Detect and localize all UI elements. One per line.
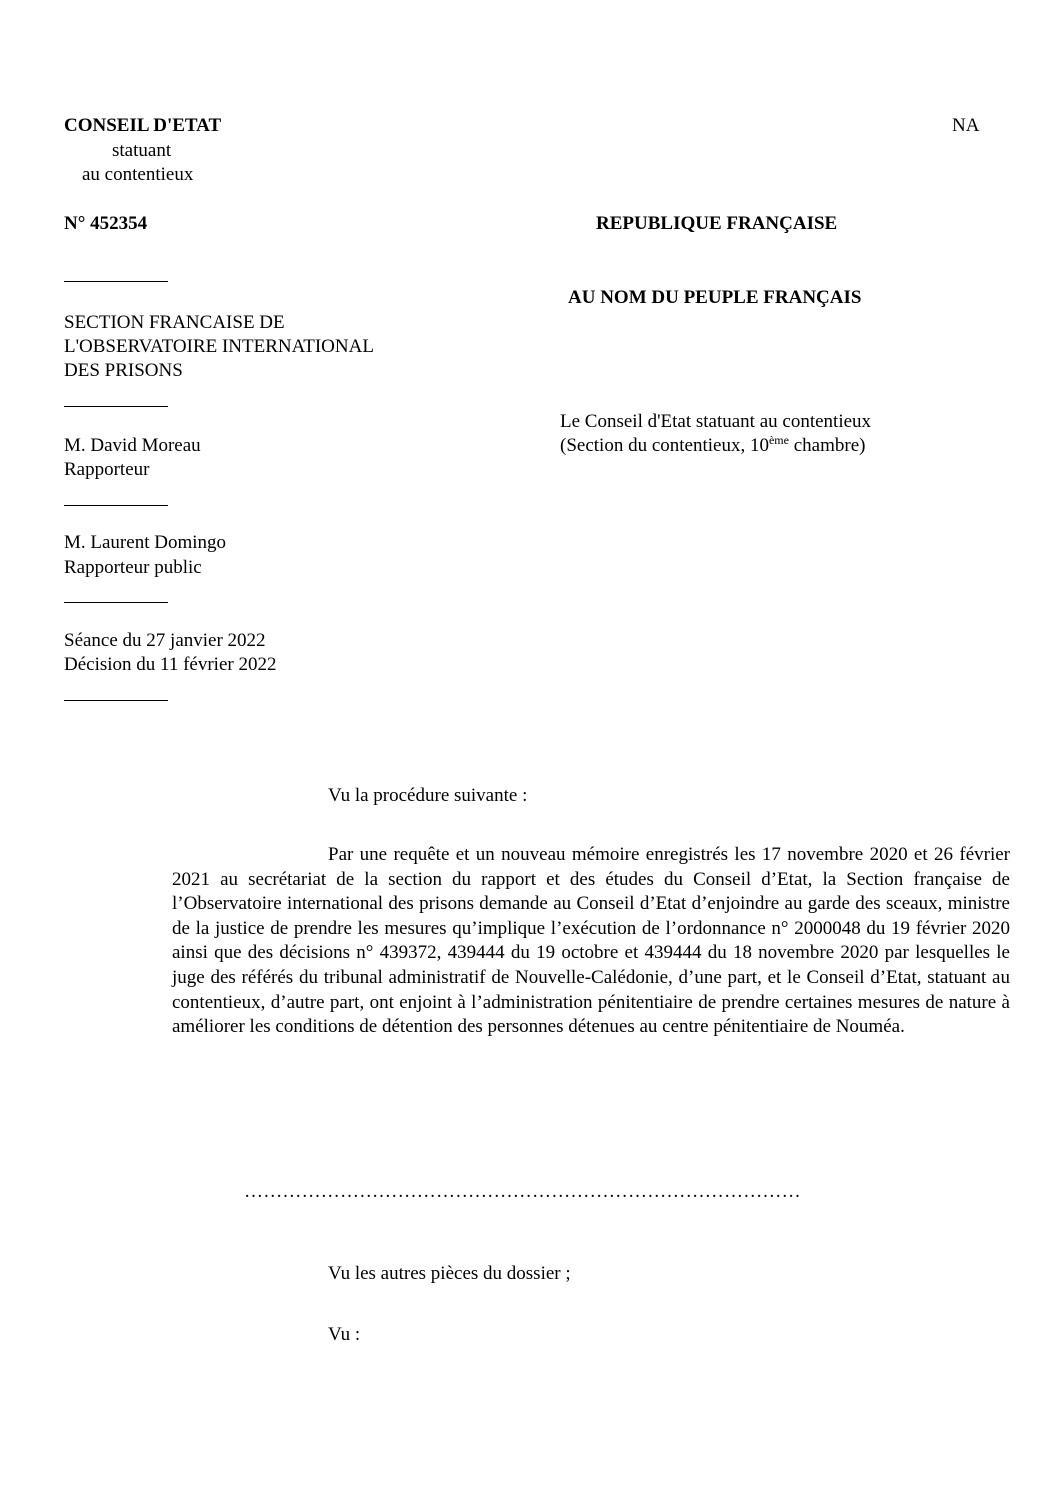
court-subtitle-contentieux: au contentieux [82,164,194,185]
separator-rule [64,406,168,407]
formation-line-2-suffix: chambre) [788,435,866,456]
republic-heading: REPUBLIQUE FRANÇAISE [596,213,838,234]
separator-rule [64,281,168,282]
procedure-heading: Vu la procédure suivante : [328,785,528,806]
separator-rule [64,602,168,603]
party-line-1: SECTION FRANCAISE DE [64,312,285,333]
formation-line-2-sup: ème [768,433,789,447]
court-subtitle-statuant: statuant [112,140,172,161]
rapporteur-name: M. David Moreau [64,435,201,456]
formation-line-2 [560,434,865,458]
case-number: N° 452354 [64,213,148,234]
formation-line-2-prefix: (Section du contentieux, 10 [560,435,769,456]
public-rapporteur-name: M. Laurent Domingo [64,532,227,553]
document-marker: NA [952,115,980,136]
public-rapporteur-role: Rapporteur public [64,557,202,578]
vu-line: Vu : [328,1324,361,1345]
people-heading: AU NOM DU PEUPLE FRANÇAIS [568,287,862,308]
formation-line-1: Le Conseil d'Etat statuant au contentieux [560,411,872,432]
separator-rule [64,700,168,701]
seance-date: Séance du 27 janvier 2022 [64,630,266,651]
party-line-2: L'OBSERVATOIRE INTERNATIONAL [64,336,374,357]
separator-rule [64,505,168,506]
rapporteur-role: Rapporteur [64,459,150,480]
ellipsis-line: …………………………………………………………………………… [244,1181,801,1202]
other-documents-line: Vu les autres pièces du dossier ; [328,1263,571,1284]
procedure-paragraph: Par une requête et un nouveau mémoire enregistrés les 17 novembre 2020 et 26 février 2021 au secrétariat de la section du rapport et des études du Conseil d’Etat, la Section française de l’Observatoire international des prisons demande au Conseil d’Etat d’enjoindre au garde des sceaux, ministre de la justice de prendre les mesures qu’implique l’exécution de l’ordonnance n° 2000048 du 19 février 2020 ainsi que des décisions n° 439372, 439444 du 19 octobre et 439444 du 18 novembre 2020 par lesquelles le juge des référés du tribunal administratif de Nouvelle-Calédonie, d’une part, et le Conseil d’Etat, statuant au contentieux, d’autre part, ont enjoint à l’administration pénitentiaire de prendre certaines mesures de nature à améliorer les conditions de détention des personnes détenues au centre pénitentiaire de Nouméa. [172,844,1010,1038]
decision-date: Décision du 11 février 2022 [64,654,277,675]
party-line-3: DES PRISONS [64,360,183,381]
court-name: CONSEIL D'ETAT [64,115,222,136]
